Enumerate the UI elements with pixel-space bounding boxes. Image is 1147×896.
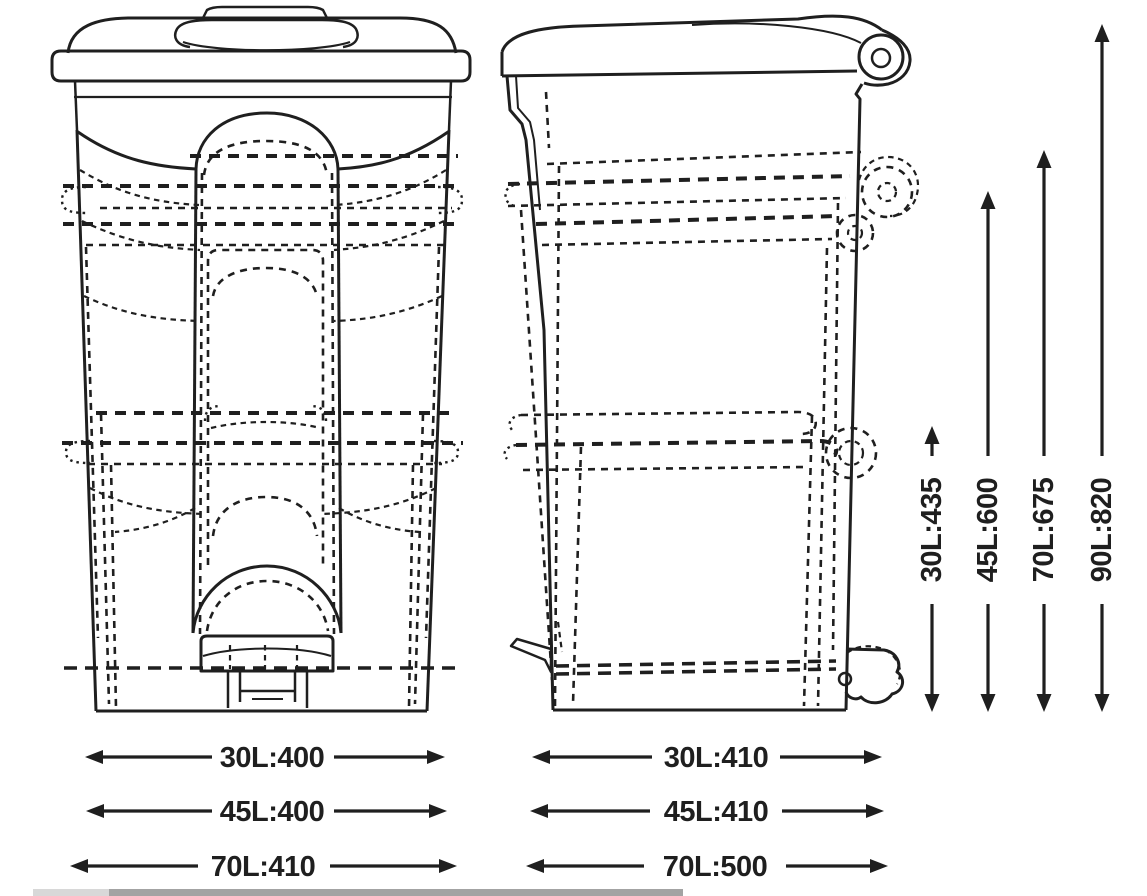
width-dim-side-30l [532, 742, 882, 774]
width-dim-side-70l [526, 851, 888, 883]
arrow-up-icon [1095, 24, 1110, 42]
front-lid-top [68, 18, 456, 53]
arrow-right-icon [870, 859, 888, 873]
front-lid-handle-tab [203, 7, 327, 18]
front-body [77, 113, 449, 711]
side-lid-top [502, 16, 882, 52]
arrow-down-icon [981, 694, 996, 712]
arrow-right-icon [429, 804, 447, 818]
arrow-left-icon [526, 859, 544, 873]
side-body [507, 76, 903, 710]
width-dimensions-side [526, 742, 888, 883]
side-view [502, 16, 918, 710]
side-body-left-edge [507, 76, 553, 710]
arrow-left-icon [86, 804, 104, 818]
arrow-left-icon [532, 750, 550, 764]
height-dim-45l [972, 191, 1004, 712]
arrow-down-icon [1037, 694, 1052, 712]
width-dim-side-45l [530, 796, 884, 828]
dimension-label: 30L:400 [219, 742, 325, 774]
page-edge-bar [109, 889, 683, 896]
arrow-right-icon [864, 750, 882, 764]
width-dim-front-70l [70, 851, 457, 883]
front-nested-sizes-dashed [62, 141, 463, 708]
height-dim-70l [1028, 150, 1060, 712]
front-body-left-edge [77, 130, 96, 711]
front-view [52, 7, 470, 711]
side-pedal-lever [511, 639, 551, 672]
height-dim-90l [1086, 24, 1118, 712]
arrow-up-icon [925, 426, 940, 444]
front-lid-handle-grip [183, 42, 350, 50]
page-edge-bar-light [33, 889, 109, 896]
dimension-label: 70L:675 [1028, 477, 1060, 583]
arrow-up-icon [1037, 150, 1052, 168]
dimension-label: 45L:410 [663, 796, 769, 828]
side-nested-hinge-70l [862, 167, 912, 217]
height-dimensions [916, 24, 1118, 712]
arrow-right-icon [439, 859, 457, 873]
dimension-label: 45L:600 [972, 477, 1004, 583]
dimension-label: 70L:410 [210, 851, 316, 883]
dimension-label: 30L:435 [916, 477, 948, 583]
arrow-right-icon [427, 750, 445, 764]
front-lid-rim [52, 51, 470, 81]
dimension-label: 90L:820 [1086, 477, 1118, 583]
arrow-left-icon [70, 859, 88, 873]
arrow-up-icon [981, 191, 996, 209]
front-body-right-edge [427, 130, 449, 711]
dimension-label: 30L:410 [663, 742, 769, 774]
width-dim-front-45l [86, 796, 447, 828]
side-lid-hinge-axle [872, 49, 890, 67]
side-nested-sizes-dashed [505, 92, 918, 706]
front-pedal-arch [193, 566, 341, 633]
arrow-left-icon [530, 804, 548, 818]
width-dim-front-30l [85, 742, 445, 774]
side-nested-hinge-45l [837, 215, 873, 251]
arrow-down-icon [925, 694, 940, 712]
dimension-label: 45L:400 [219, 796, 325, 828]
arrow-right-icon [866, 804, 884, 818]
arrow-left-icon [85, 750, 103, 764]
side-lid [502, 16, 910, 85]
side-wheel-axle [839, 673, 851, 685]
front-lid-handle-brim [175, 20, 357, 47]
dimension-label: 70L:500 [662, 851, 768, 883]
height-dim-30l [916, 426, 948, 712]
front-lid [52, 7, 470, 130]
side-lid-hinge-wheel [859, 35, 903, 79]
front-pedal [201, 636, 333, 671]
width-dimensions-front [70, 742, 457, 883]
arrow-down-icon [1095, 694, 1110, 712]
